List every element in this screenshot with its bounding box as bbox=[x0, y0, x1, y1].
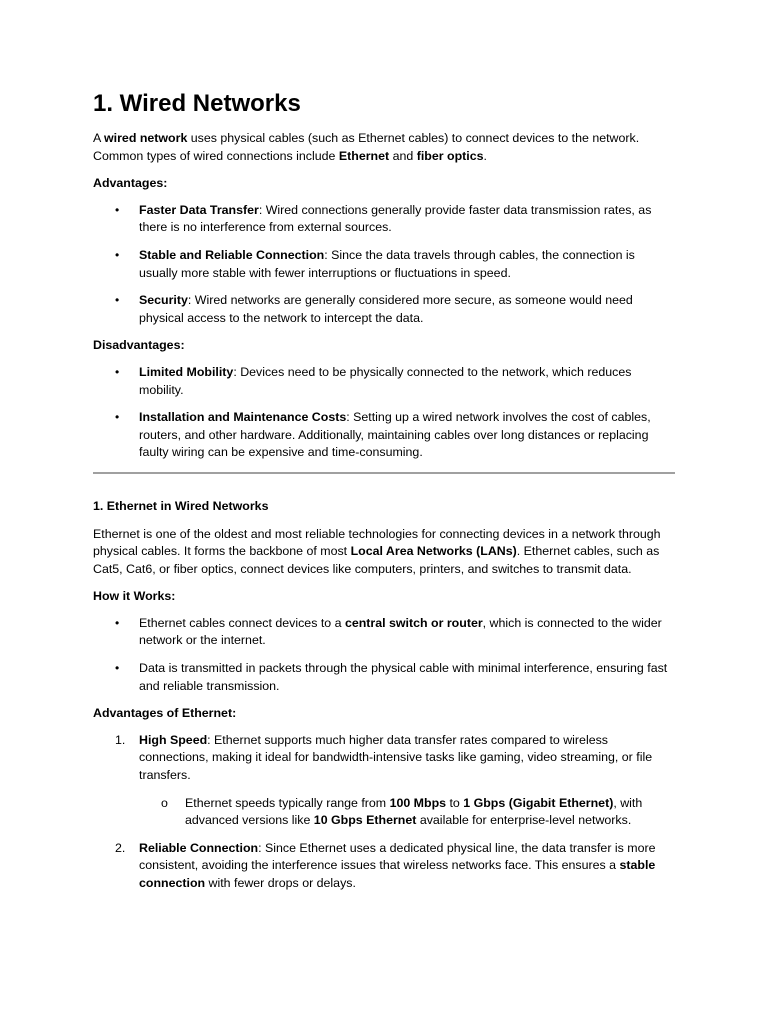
advantages-label: Advantages: bbox=[93, 176, 168, 191]
list-item: • Faster Data Transfer: Wired connections generally provide faster data transmission rates, as there is no interference from external sources. bbox=[115, 202, 652, 235]
sub-list-item: o Ethernet speeds typically range from 100 Mbps to 1 Gbps (Gigabit Ethernet), with advanced versions like 10 Gbps Ethernet available for enterprise-level networks. bbox=[161, 795, 643, 828]
bullet-icon: • bbox=[115, 364, 120, 379]
list-item: • Installation and Maintenance Costs: Setting up a wired network involves the cost of cables, routers, and other hardware. Additionally, maintaining cables over long distances or replacing faulty wiring can be expensive and time-consuming. bbox=[115, 410, 651, 460]
list-number: 1. bbox=[115, 732, 126, 747]
bullet-icon: • bbox=[115, 202, 120, 217]
bullet-icon: • bbox=[115, 661, 120, 676]
bullet-icon: • bbox=[115, 410, 120, 425]
bullet-icon: • bbox=[115, 615, 120, 630]
ethernet-advantages-list bbox=[93, 732, 675, 893]
intro-paragraph: A wired network uses physical cables (such as Ethernet cables) to connect devices to the network. Common types of wired connections include Ethernet and fiber optics. bbox=[93, 131, 640, 163]
ethernet-advantages-label: Advantages of Ethernet: bbox=[93, 706, 237, 721]
how-it-works-list bbox=[93, 615, 675, 695]
speed-sublist bbox=[139, 795, 675, 830]
bullet-icon: • bbox=[115, 293, 120, 308]
list-item: • Data is transmitted in packets through the physical cable with minimal interference, ensuring fast and reliable transmission. bbox=[115, 661, 668, 693]
list-item: • Ethernet cables connect devices to a central switch or router, which is connected to the wider network or the internet. bbox=[115, 615, 662, 648]
how-it-works-label: How it Works: bbox=[93, 589, 176, 604]
page-title: 1. Wired Networks bbox=[93, 90, 301, 117]
disadvantages-label: Disadvantages: bbox=[93, 338, 185, 353]
list-item: • Limited Mobility: Devices need to be physically connected to the network, which reduces mobility. bbox=[115, 364, 632, 397]
advantages-list bbox=[93, 202, 675, 328]
section-divider bbox=[93, 472, 675, 474]
list-number: 2. bbox=[115, 840, 126, 855]
disadvantages-list bbox=[93, 364, 675, 462]
ethernet-paragraph: Ethernet is one of the oldest and most reliable technologies for connecting devices in a network through physical cables. It forms the backbone of most Local Area Networks (LANs). Ethernet cables, such as Cat5, Cat6, or fiber optics, connect devices like computers, printers, and switches to transmit data. bbox=[93, 526, 661, 576]
list-item: • Stable and Reliable Connection: Since the data travels through cables, the connection is usually more stable with fewer interruptions or fluctuations in speed. bbox=[115, 247, 635, 280]
bullet-icon: • bbox=[115, 247, 120, 262]
list-item: • Security: Wired networks are generally considered more secure, as someone would need physical access to the network to intercept the data. bbox=[115, 293, 633, 325]
list-item: 2. Reliable Connection: Since Ethernet uses a dedicated physical line, the data transfer is more consistent, avoiding the interference issues that wireless networks face. This ensures a stable connection with fewer drops or delays. bbox=[115, 840, 656, 890]
sub-bullet-icon: o bbox=[161, 795, 168, 810]
ethernet-heading: 1. Ethernet in Wired Networks bbox=[93, 498, 269, 513]
list-item: 1. High Speed: Ethernet supports much higher data transfer rates compared to wireless connections, making it ideal for bandwidth-intensive tasks like gaming, video streaming, or file transfers. o Ethernet speeds typically range from 100 Mbps to 1 Gbps (Gigabit Ethernet), with advanced versions like 10 Gbps Ethernet available for enterprise-level networks. bbox=[139, 732, 675, 830]
